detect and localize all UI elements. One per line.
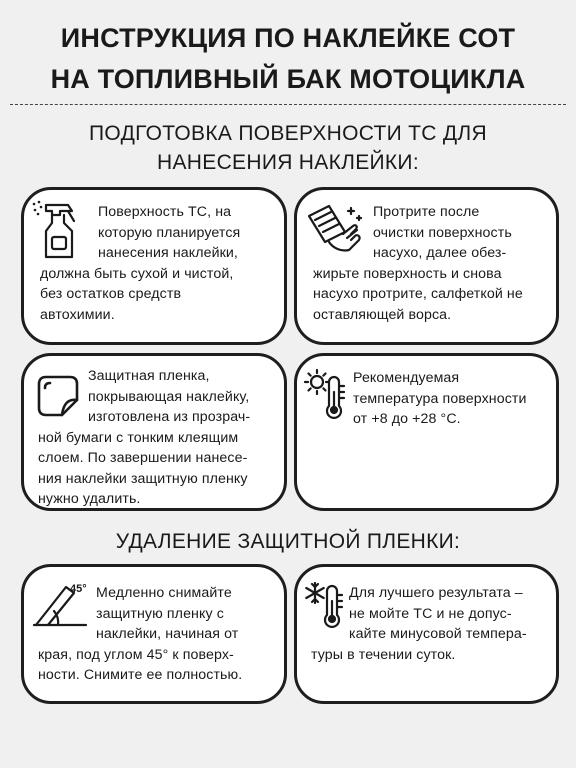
card-line: автохимии.: [40, 306, 115, 323]
card-line: нанесения наклейки,: [98, 245, 238, 261]
card-line: жирьте поверхность и снова: [313, 265, 502, 282]
page-title: [0, 18, 576, 100]
card-line: нужно удалить.: [38, 491, 141, 507]
card-line: Защитная пленка,: [88, 368, 210, 384]
card-no-wash: [294, 564, 559, 704]
card-line: туры в течении суток.: [311, 646, 456, 663]
card-line: Для лучшего результата –: [349, 585, 523, 601]
card-dry-surface: [21, 187, 287, 345]
card-line: края, под углом 45° к поверх-: [38, 646, 234, 663]
card-line: Медленно снимайте: [96, 585, 232, 601]
card-peel: [21, 564, 287, 704]
dashed-divider: [10, 104, 566, 105]
title-line-1: ИНСТРУКЦИЯ ПО НАКЛЕЙКЕ СОТ: [60, 23, 516, 53]
card-wipe: [294, 187, 559, 345]
angle-label: 45°: [70, 583, 87, 595]
card-protective-film: [21, 353, 287, 511]
snowflake-thermometer-icon: [305, 581, 345, 631]
section-heading-removal: [0, 527, 576, 556]
card-line: не мойте ТС и не допус-: [349, 605, 512, 622]
card-line: Протрите после: [373, 204, 480, 220]
card-line: ности. Снимите ее полностью.: [38, 667, 243, 683]
card-line: Поверхность ТС, на: [98, 204, 232, 220]
card-line: Рекомендуемая: [353, 370, 460, 386]
section-heading-line-1: ПОДГОТОВКА ПОВЕРХНОСТИ ТС ДЛЯ: [89, 122, 487, 145]
peel-angle-icon: [32, 579, 88, 629]
card-line: от +8 до +28 °С.: [353, 411, 461, 427]
card-line: слоем. По завершении нанесе-: [38, 450, 248, 466]
card-line: кайте минусовой темпера-: [349, 626, 527, 642]
card-line: защитную пленку с: [96, 605, 224, 622]
card-temperature: [294, 353, 559, 511]
card-line: насухо протрите, салфеткой не: [313, 286, 523, 302]
card-line: ной бумаги с тонким клеящим: [38, 429, 239, 446]
spray-bottle-icon: [30, 197, 80, 261]
card-line: ния наклейки защитную пленку: [38, 470, 248, 487]
sticker-icon: [36, 374, 80, 418]
card-line: покрывающая наклейку,: [88, 388, 250, 405]
section-heading-preparation: [0, 119, 576, 177]
card-line: должна быть сухой и чистой,: [40, 265, 234, 282]
section-heading-line-2: НАНЕСЕНИЯ НАКЛЕЙКИ:: [157, 151, 419, 174]
card-line: очистки поверхность: [373, 224, 512, 241]
card-line: насухо, далее обез-: [373, 245, 507, 261]
section-heading-text: УДАЛЕНИЕ ЗАЩИТНОЙ ПЛЕНКИ:: [115, 530, 461, 553]
card-line: температура поверхности: [353, 390, 527, 407]
card-line: оставляющей ворса.: [313, 306, 452, 323]
title-line-2: НА ТОПЛИВНЫЙ БАК МОТОЦИКЛА: [50, 64, 526, 94]
card-line: наклейки, начиная от: [96, 626, 239, 642]
card-line: изготовлена из прозрач-: [88, 409, 251, 425]
card-line: без остатков средств: [40, 286, 182, 302]
sun-thermometer-icon: [303, 368, 347, 420]
wiping-cloth-icon: [303, 202, 365, 258]
card-line: которую планируется: [98, 224, 241, 241]
